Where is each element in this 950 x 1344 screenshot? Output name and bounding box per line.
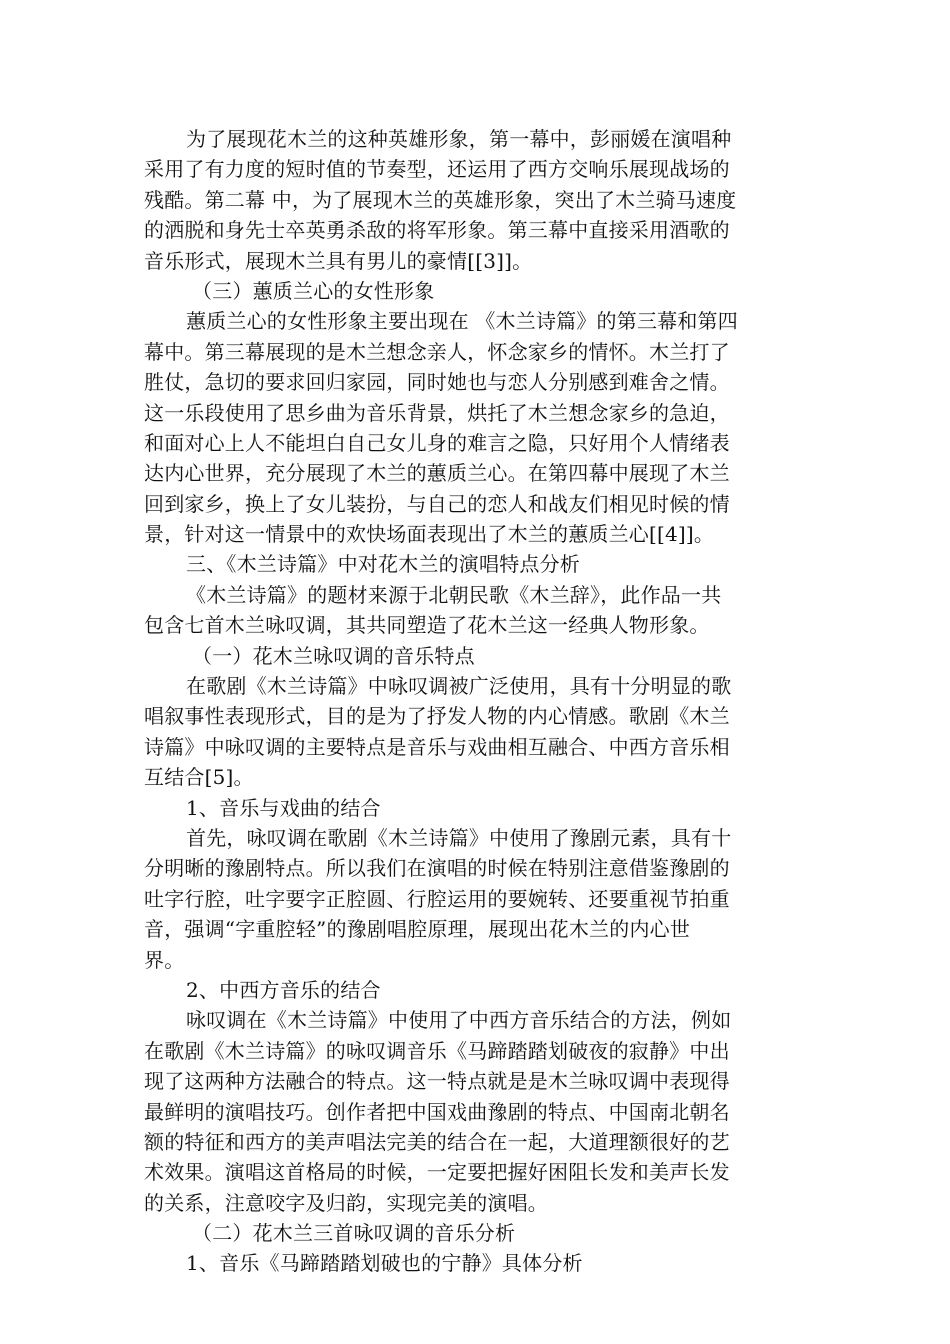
text-line: 达内心世界，充分展现了木兰的蕙质兰心。在第四幕中展现了木兰 [144, 461, 730, 486]
text-line: 互结合[5]。 [144, 765, 254, 790]
text-line: 诗篇》中咏叹调的主要特点是音乐与戏曲相互融合、中西方音乐相 [144, 734, 730, 759]
text-line: 幕中。第三幕展现的是木兰想念亲人，怀念家乡的情怀。木兰打了 [144, 339, 730, 364]
text-line: 咏叹调在《木兰诗篇》中使用了中西方音乐结合的方法，例如 [186, 1008, 732, 1033]
text-line: 界。 [144, 947, 185, 972]
document-page [144, 124, 808, 1279]
text-line: 2、中西方音乐的结合 [186, 977, 381, 1002]
text-line: 音乐形式，展现木兰具有男儿的豪情[[3]]。 [144, 248, 533, 273]
text-line: 最鲜明的演唱技巧。创作者把中国戏曲豫剧的特点、中国南北朝名 [144, 1099, 730, 1124]
text-line: 唱叙事性表现形式，目的是为了抒发人物的内心情感。歌剧《木兰 [144, 704, 730, 729]
text-line: 为了展现花木兰的这种英雄形象，第一幕中，彭丽媛在演唱种 [186, 127, 732, 151]
text-line: 音，强调“字重腔轻”的豫剧唱腔原理，展现出花木兰的内心世 [144, 917, 691, 942]
text-line: 和面对心上人不能坦白自己女儿身的难言之隐，只好用个人情绪表 [144, 430, 730, 455]
text-line: 这一乐段使用了思乡曲为音乐背景，烘托了木兰想念家乡的急迫， [144, 400, 730, 425]
text-line: 的关系，注意咬字及归韵，实现完美的演唱。 [144, 1190, 548, 1215]
text-line: 吐字行腔，吐字要字正腔圆、行腔运用的要婉转、还要重视节拍重 [144, 886, 730, 911]
text-line: 胜仗，急切的要求回归家园，同时她也与恋人分别感到难舍之情。 [144, 370, 730, 395]
text-line: （一）花木兰咏叹调的音乐特点 [192, 643, 475, 668]
text-line: 回到家乡，换上了女儿装扮，与自己的恋人和战友们相见时候的情 [144, 491, 730, 516]
text-line: 的洒脱和身先士卒英勇杀敌的将军形象。第三幕中直接采用酒歌的 [144, 218, 730, 243]
text-line: 在歌剧《木兰诗篇》的咏叹调音乐《马蹄踏踏划破夜的寂静》中出 [144, 1038, 730, 1063]
text-line: （二）花木兰三首咏叹调的音乐分析 [192, 1221, 516, 1246]
text-line: 在歌剧《木兰诗篇》中咏叹调被广泛使用，具有十分明显的歌 [186, 674, 732, 699]
text-line: 包含七首木兰咏叹调，其共同塑造了花木兰这一经典人物形象。 [144, 613, 710, 638]
text-line: 1、音乐与戏曲的结合 [186, 795, 381, 820]
text-line: 三、《木兰诗篇》中对花木兰的演唱特点分析 [186, 552, 580, 577]
text-line: 分明晰的豫剧特点。所以我们在演唱的时候在特别注意借鉴豫剧的 [144, 856, 730, 881]
text-line: 《木兰诗篇》的题材来源于北朝民歌《木兰辞》，此作品一共 [186, 582, 722, 607]
text-line: 景，针对这一情景中的欢快场面表现出了木兰的蕙质兰心[[4]]。 [144, 522, 715, 547]
text-line: 残酷。第二幕 中，为了展现木兰的英雄形象，突出了木兰骑马速度 [144, 187, 737, 212]
text-line: 首先，咏叹调在歌剧《木兰诗篇》中使用了豫剧元素，具有十 [186, 825, 732, 850]
text-line: 采用了有力度的短时值的节奏型，还运用了西方交响乐展现战场的 [144, 157, 730, 182]
text-line: 1、音乐《马蹄踏踏划破也的宁静》具体分析 [186, 1251, 583, 1276]
text-line: 额的特征和西方的美声唱法完美的结合在一起，大道理额很好的艺 [144, 1129, 730, 1154]
text-line: 现了这两种方法融合的特点。这一特点就是是木兰咏叹调中表现得 [144, 1069, 730, 1094]
text-line: （三）蕙质兰心的女性形象 [192, 278, 435, 303]
text-line: 术效果。演唱这首格局的时候，一定要把握好困阻长发和美声长发 [144, 1160, 730, 1185]
text-line: 蕙质兰心的女性形象主要出现在 《木兰诗篇》的第三幕和第四 [186, 309, 738, 334]
